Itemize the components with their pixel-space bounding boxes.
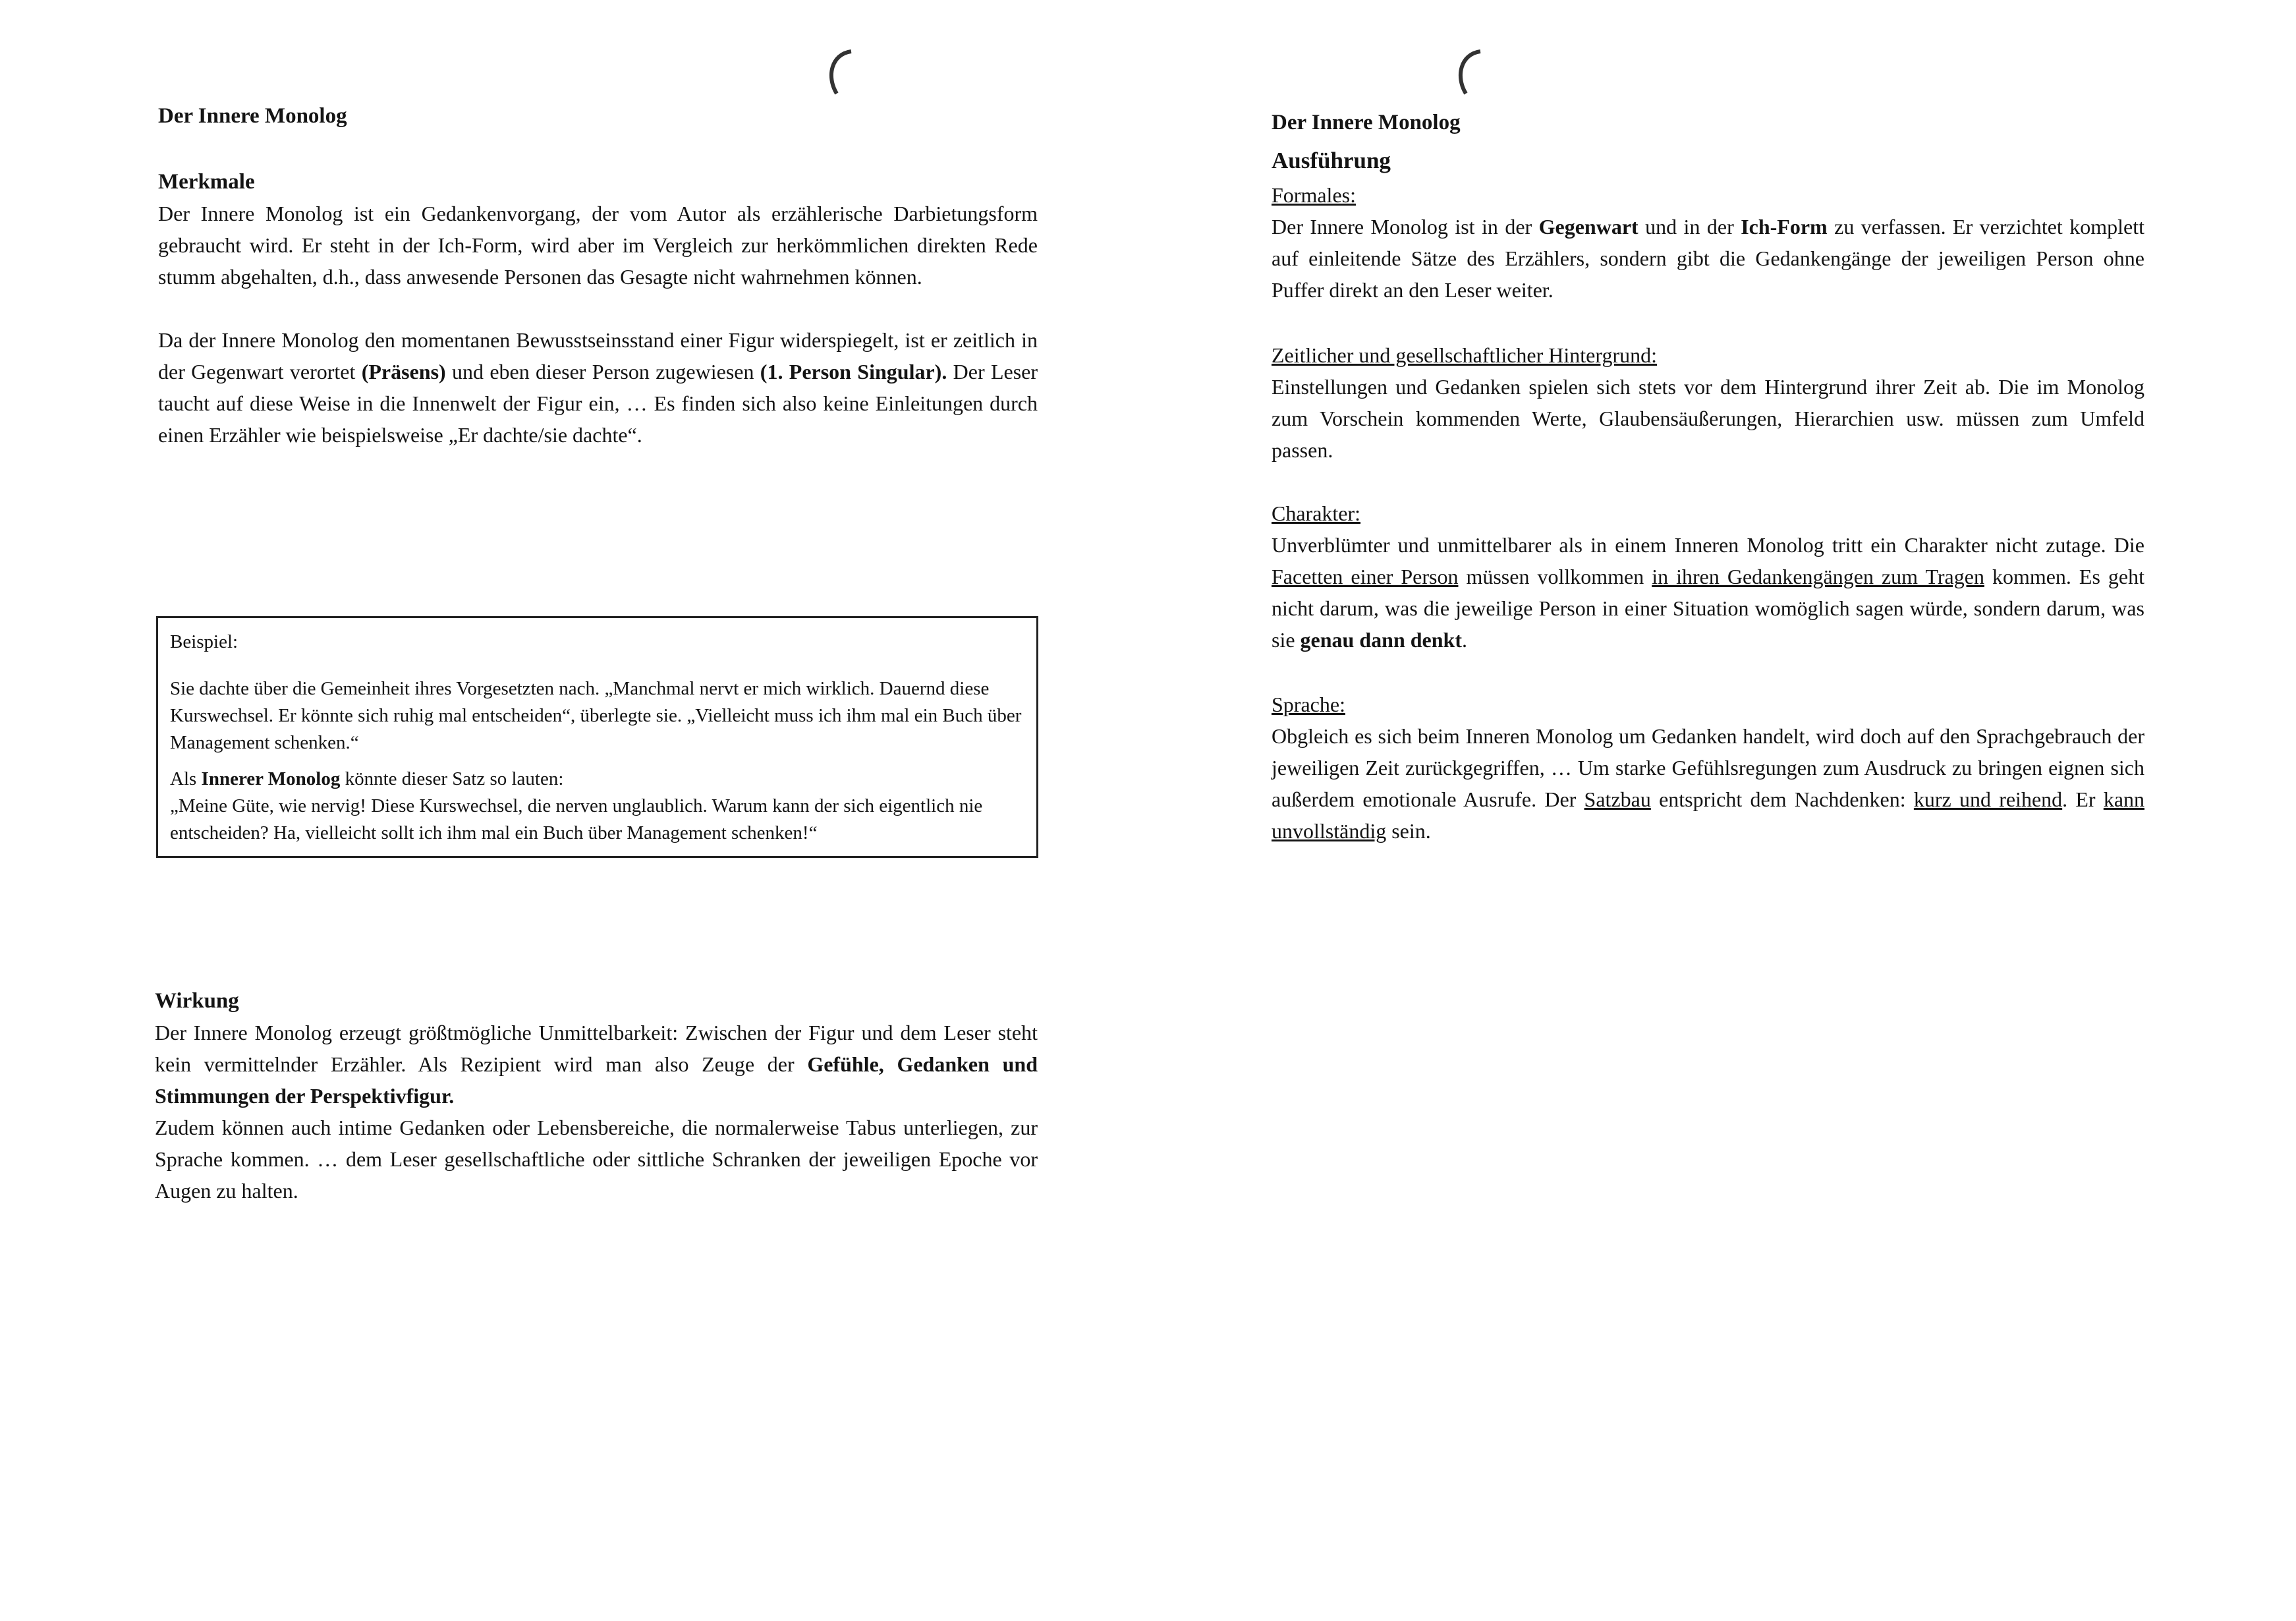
merkmale-section — [158, 166, 1038, 451]
paragraph: Einstellungen und Gedanken spielen sich stets vor dem Hintergrund ihrer Zeit ab. Die im Monolog zum Vorschein kommenden Werte, Glaubensäußerungen, Hierarchien usw. müssen zum Umfeld passen. — [1272, 375, 2144, 462]
paragraph: Der Innere Monolog ist ein Gedankenvorgang, der vom Autor als erzählerische Darbietungsform gebraucht wird. Er steht in der Ich-Form, wird aber im Vergleich zur herkömmlichen direkten Rede stumm abgehalten, d.h., dass anwesende Personen das Gesagte nicht wahrnehmen können. — [158, 202, 1038, 289]
subheading-charakter: Charakter: — [1272, 501, 1361, 525]
example-text: Sie dachte über die Gemeinheit ihres Vorgesetzten nach. „Manchmal nervt er mich wirklich. Dauernd diese Kurswechsel. Er könnte sich ruhig mal entscheiden“, überlegte sie. „Vielleicht muss ich ihm mal ein Buch über Management schenken.“ — [170, 678, 1022, 753]
section-heading: Wirkung — [155, 989, 239, 1013]
bold-text: Gefühle, Gedanken und Stimmungen der Perspektivfigur. — [155, 1052, 1038, 1108]
page-title: Der Innere Monolog — [158, 104, 347, 128]
paragraph: Da der Innere Monolog den momentanen Bewusstseinsstand einer Figur widerspiegelt, ist er zeitlich in der Gegenwart verortet (Präsens) und eben dieser Person zugewiesen (1. Person Singular). Der Leser taucht auf diese Weise in die Innenwelt der Figur ein, … Es finden sich also keine Einleitungen durch einen Erzähler wie beispielsweise „Er dachte/sie dachte“. — [158, 328, 1038, 447]
paragraph: Der Innere Monolog erzeugt größtmögliche Unmittelbarkeit: Zwischen der Figur und dem Leser steht kein vermittelnder Erzähler. Als Rezipient wird man also Zeuge der Gefühle, Gedanken und Stimmungen der Perspektivfigur. — [155, 1021, 1038, 1108]
paragraph: Obgleich es sich beim Inneren Monolog um Gedanken handelt, wird doch auf den Sprachgebrauch der jeweiligen Zeit zurückgegriffen, … Um starke Gefühlsregungen zum Ausdruck zu bringen eignen sich außerdem emotionale Ausrufe. Der Satzbau entspricht dem Nachdenken: kurz und reihend. Er kann unvollständig sein. — [1272, 724, 2145, 843]
page-title: Der Innere Monolog — [1272, 111, 1461, 134]
charakter-section — [1272, 498, 2144, 656]
wirkung-section — [155, 985, 1038, 1207]
example-intro: Als Innerer Monolog könnte dieser Satz so lauten: — [170, 768, 564, 789]
paragraph: Unverblümter und unmittelbarer als in einem Inneren Monolog tritt ein Charakter nicht zutage. Die Facetten einer Person müssen vollkommen in ihren Gedankengängen zum Tragen kommen. Es geht nicht darum, was die jeweilige Person in einer Situation womöglich sagen würde, sondern darum, was sie genau dann denkt. — [1272, 533, 2145, 652]
section-heading: Ausführung — [1272, 148, 1391, 173]
section-heading: Merkmale — [158, 170, 255, 194]
bold-text: (1. Person Singular). — [760, 360, 947, 384]
paragraph: Der Innere Monolog ist in der Gegenwart und in der Ich-Form zu verfassen. Er verzichtet komplett auf einleitende Sätze des Erzählers, sondern gibt die Gedankengänge der jeweiligen Person ohne Puffer direkt an den Leser weiter. — [1272, 215, 2145, 302]
example-quote: „Meine Güte, wie nervig! Diese Kurswechsel, die nerven unglaublich. Warum kann der sich eigentlich nie entscheiden? Ha, vielleicht sollt ich ihm mal ein Buch über Management schenken!“ — [170, 795, 983, 843]
sprache-section — [1272, 689, 2144, 847]
binder-hole-mark-right — [1446, 46, 1486, 99]
example-label: Beispiel: — [170, 631, 238, 652]
paragraph: Zudem können auch intime Gedanken oder Lebensbereiche, die normalerweise Tabus unterliegen, zur Sprache kommen. … dem Leser gesellschaftliche oder sittliche Schranken der jeweiligen Epoche vor Augen zu halten. — [155, 1116, 1038, 1203]
zeit-section — [1272, 339, 2144, 466]
bold-text: (Präsens) — [361, 360, 446, 384]
subheading-zeit: Zeitlicher und gesellschaftlicher Hintergrund: — [1272, 343, 1657, 367]
binder-hole-mark-left — [817, 46, 856, 99]
subheading-formales: Formales: — [1272, 183, 1356, 207]
example-box — [156, 616, 1038, 858]
subheading-sprache: Sprache: — [1272, 693, 1345, 716]
formales-section — [1272, 179, 2144, 306]
